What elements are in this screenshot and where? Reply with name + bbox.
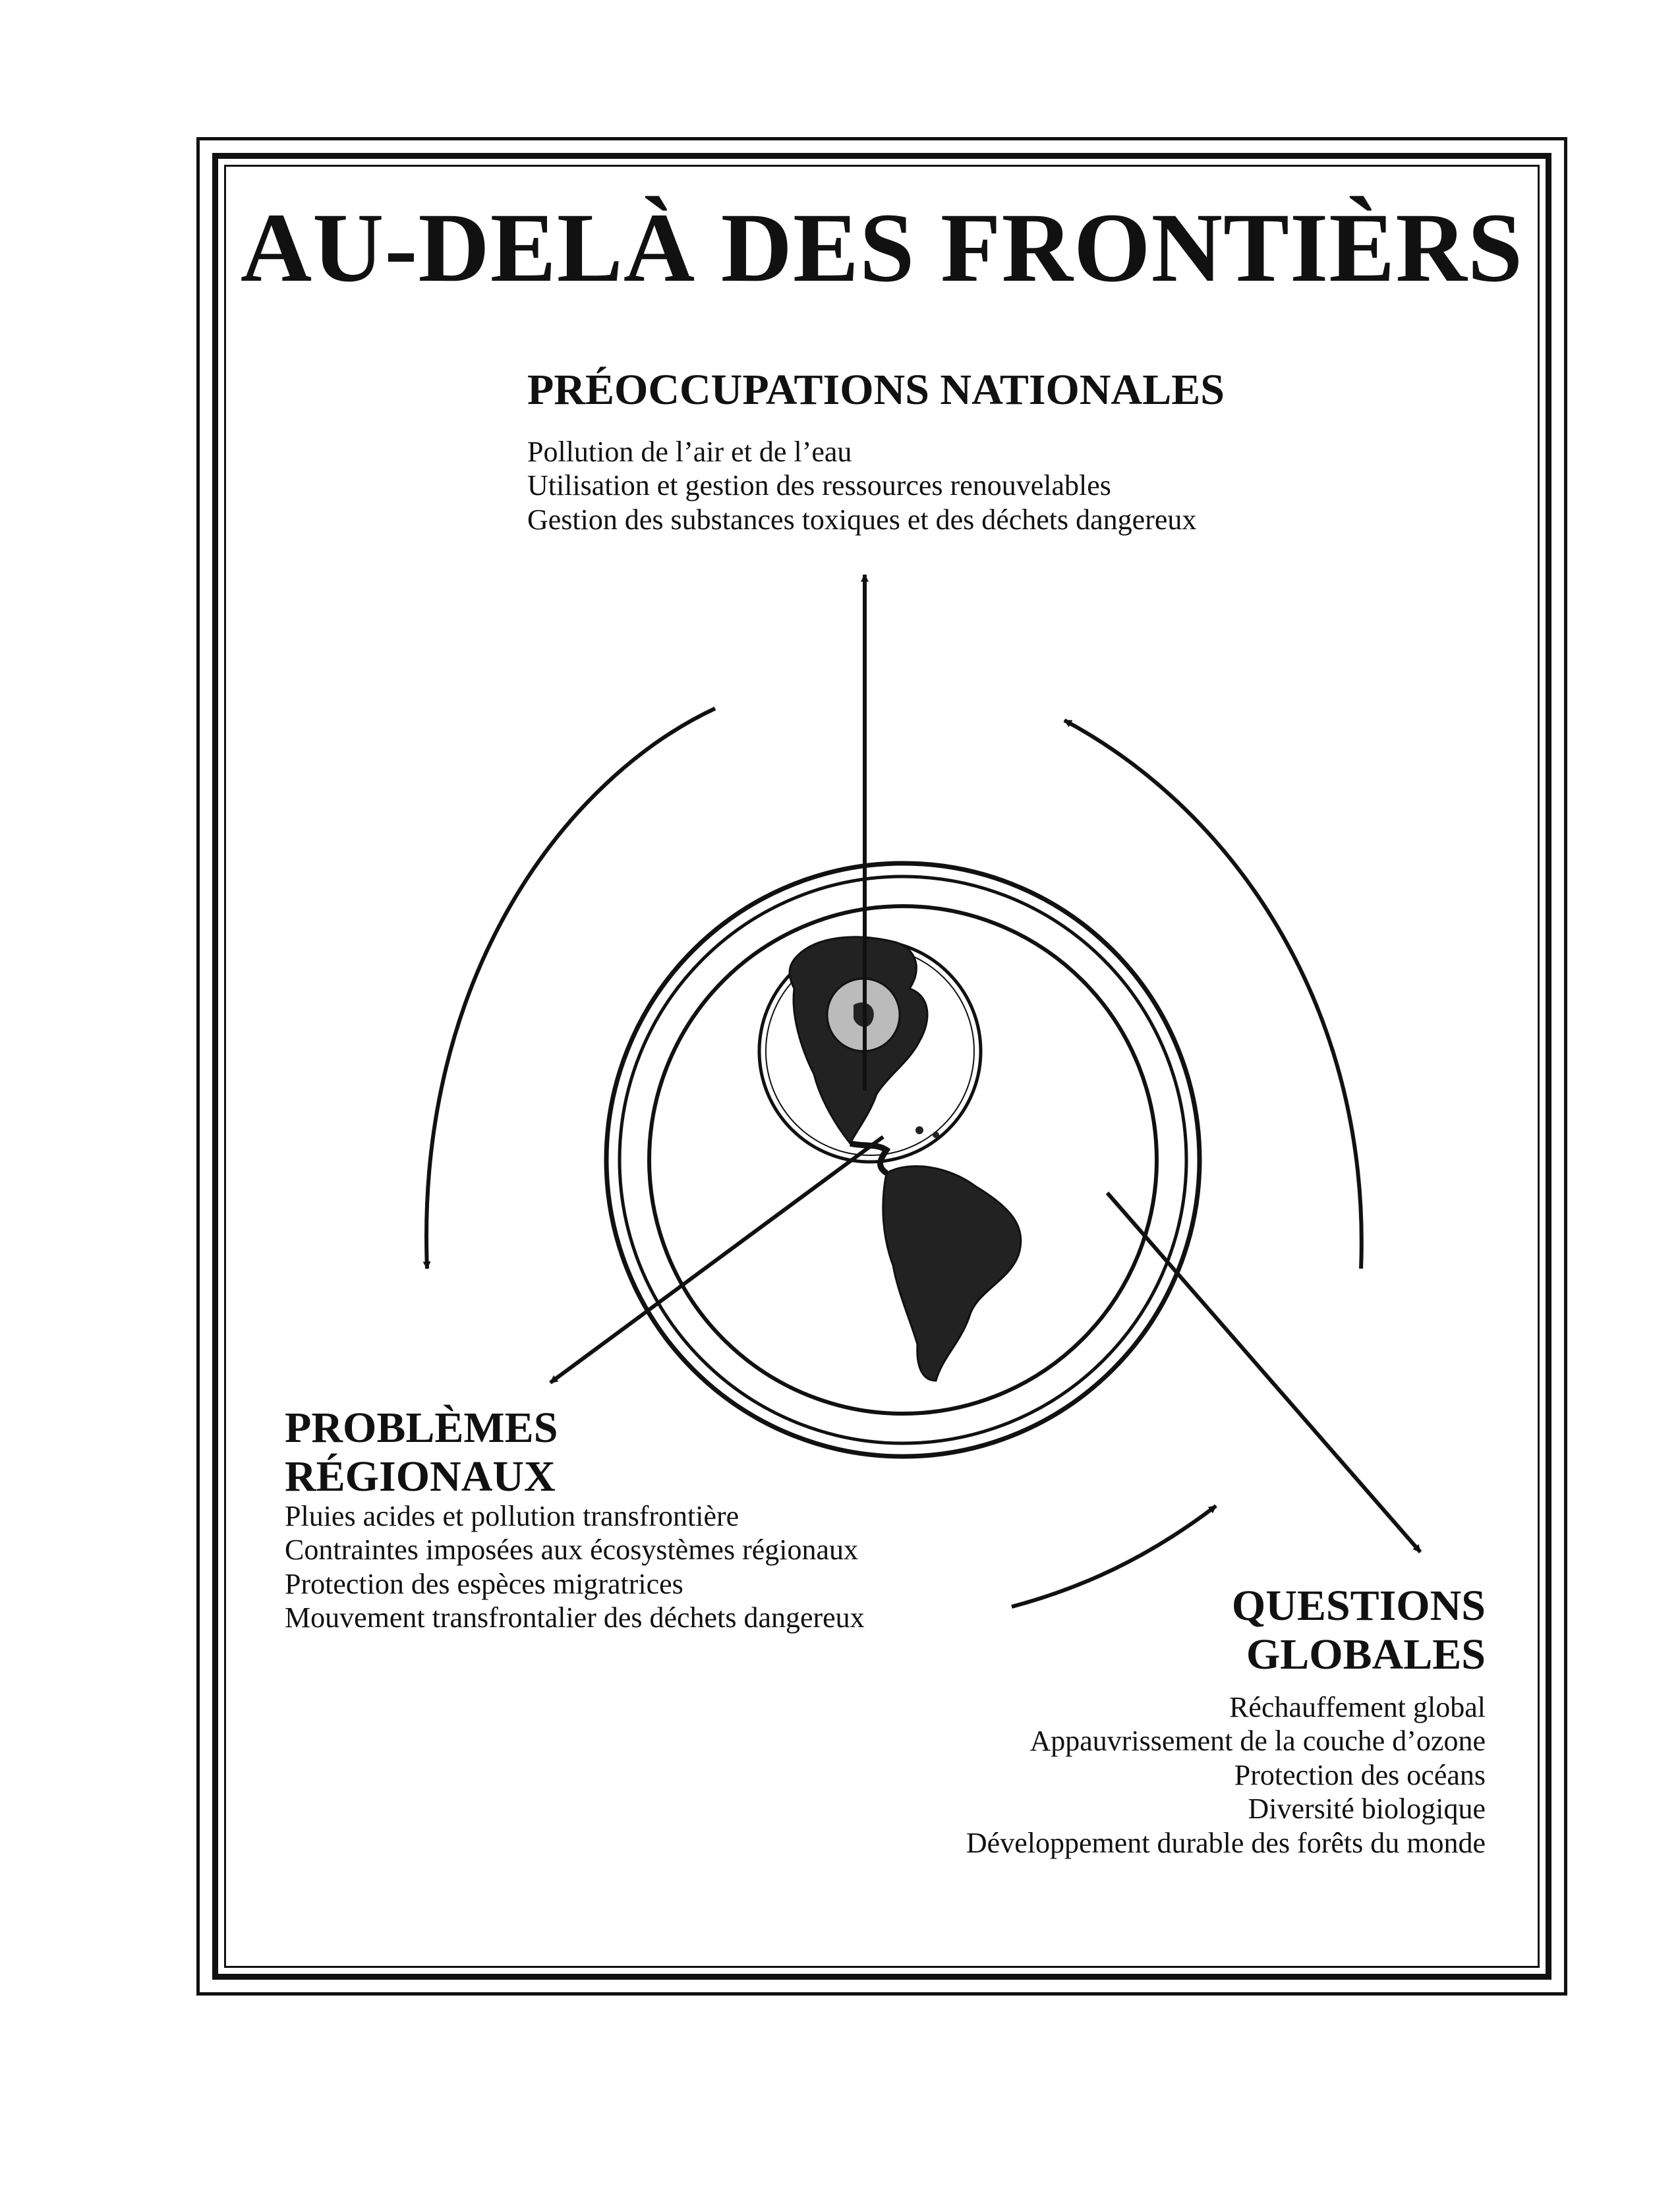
global-item: Développement durable des forêts du monde [966,1826,1486,1859]
cycle-arc-right [1064,720,1362,1269]
regional-item: Protection des espèces migratrices [285,1567,683,1600]
global-heading-line: GLOBALES [1246,1630,1486,1679]
arrow-to-regional [550,1137,883,1383]
global-item: Diversité biologique [1248,1793,1486,1826]
regional-item: Pluies acides et pollution transfrontière [285,1500,739,1532]
national-item: Utilisation et gestion des ressources renouvelables [527,469,1111,502]
globe-americas-icon [759,937,1021,1381]
page-title: AU-DELÀ DES FRONTIÈRS [240,193,1524,302]
regional-item: Contraintes imposées aux écosystèmes régionaux [285,1534,859,1567]
regional-heading-line: RÉGIONAUX [285,1452,556,1501]
global-item: Appauvrissement de la couche d’ozone [1029,1725,1486,1758]
national-heading: PRÉOCCUPATIONS NATIONALES [527,366,1225,414]
arrow-to-global [1107,1193,1420,1552]
regional-item: Mouvement transfrontalier des déchets dangereux [285,1601,865,1634]
national-item: Gestion des substances toxiques et des déchets dangereux [527,503,1197,536]
cycle-arc-bottom [1012,1506,1216,1607]
global-item: Protection des océans [1234,1758,1486,1791]
global-item: Réchauffement global [1229,1691,1486,1723]
cycle-arc-left [426,708,715,1269]
global-heading-line: QUESTIONS [1231,1582,1486,1630]
national-item: Pollution de l’air et de l’eau [527,436,852,468]
regional-heading-line: PROBLÈMES [285,1404,558,1452]
